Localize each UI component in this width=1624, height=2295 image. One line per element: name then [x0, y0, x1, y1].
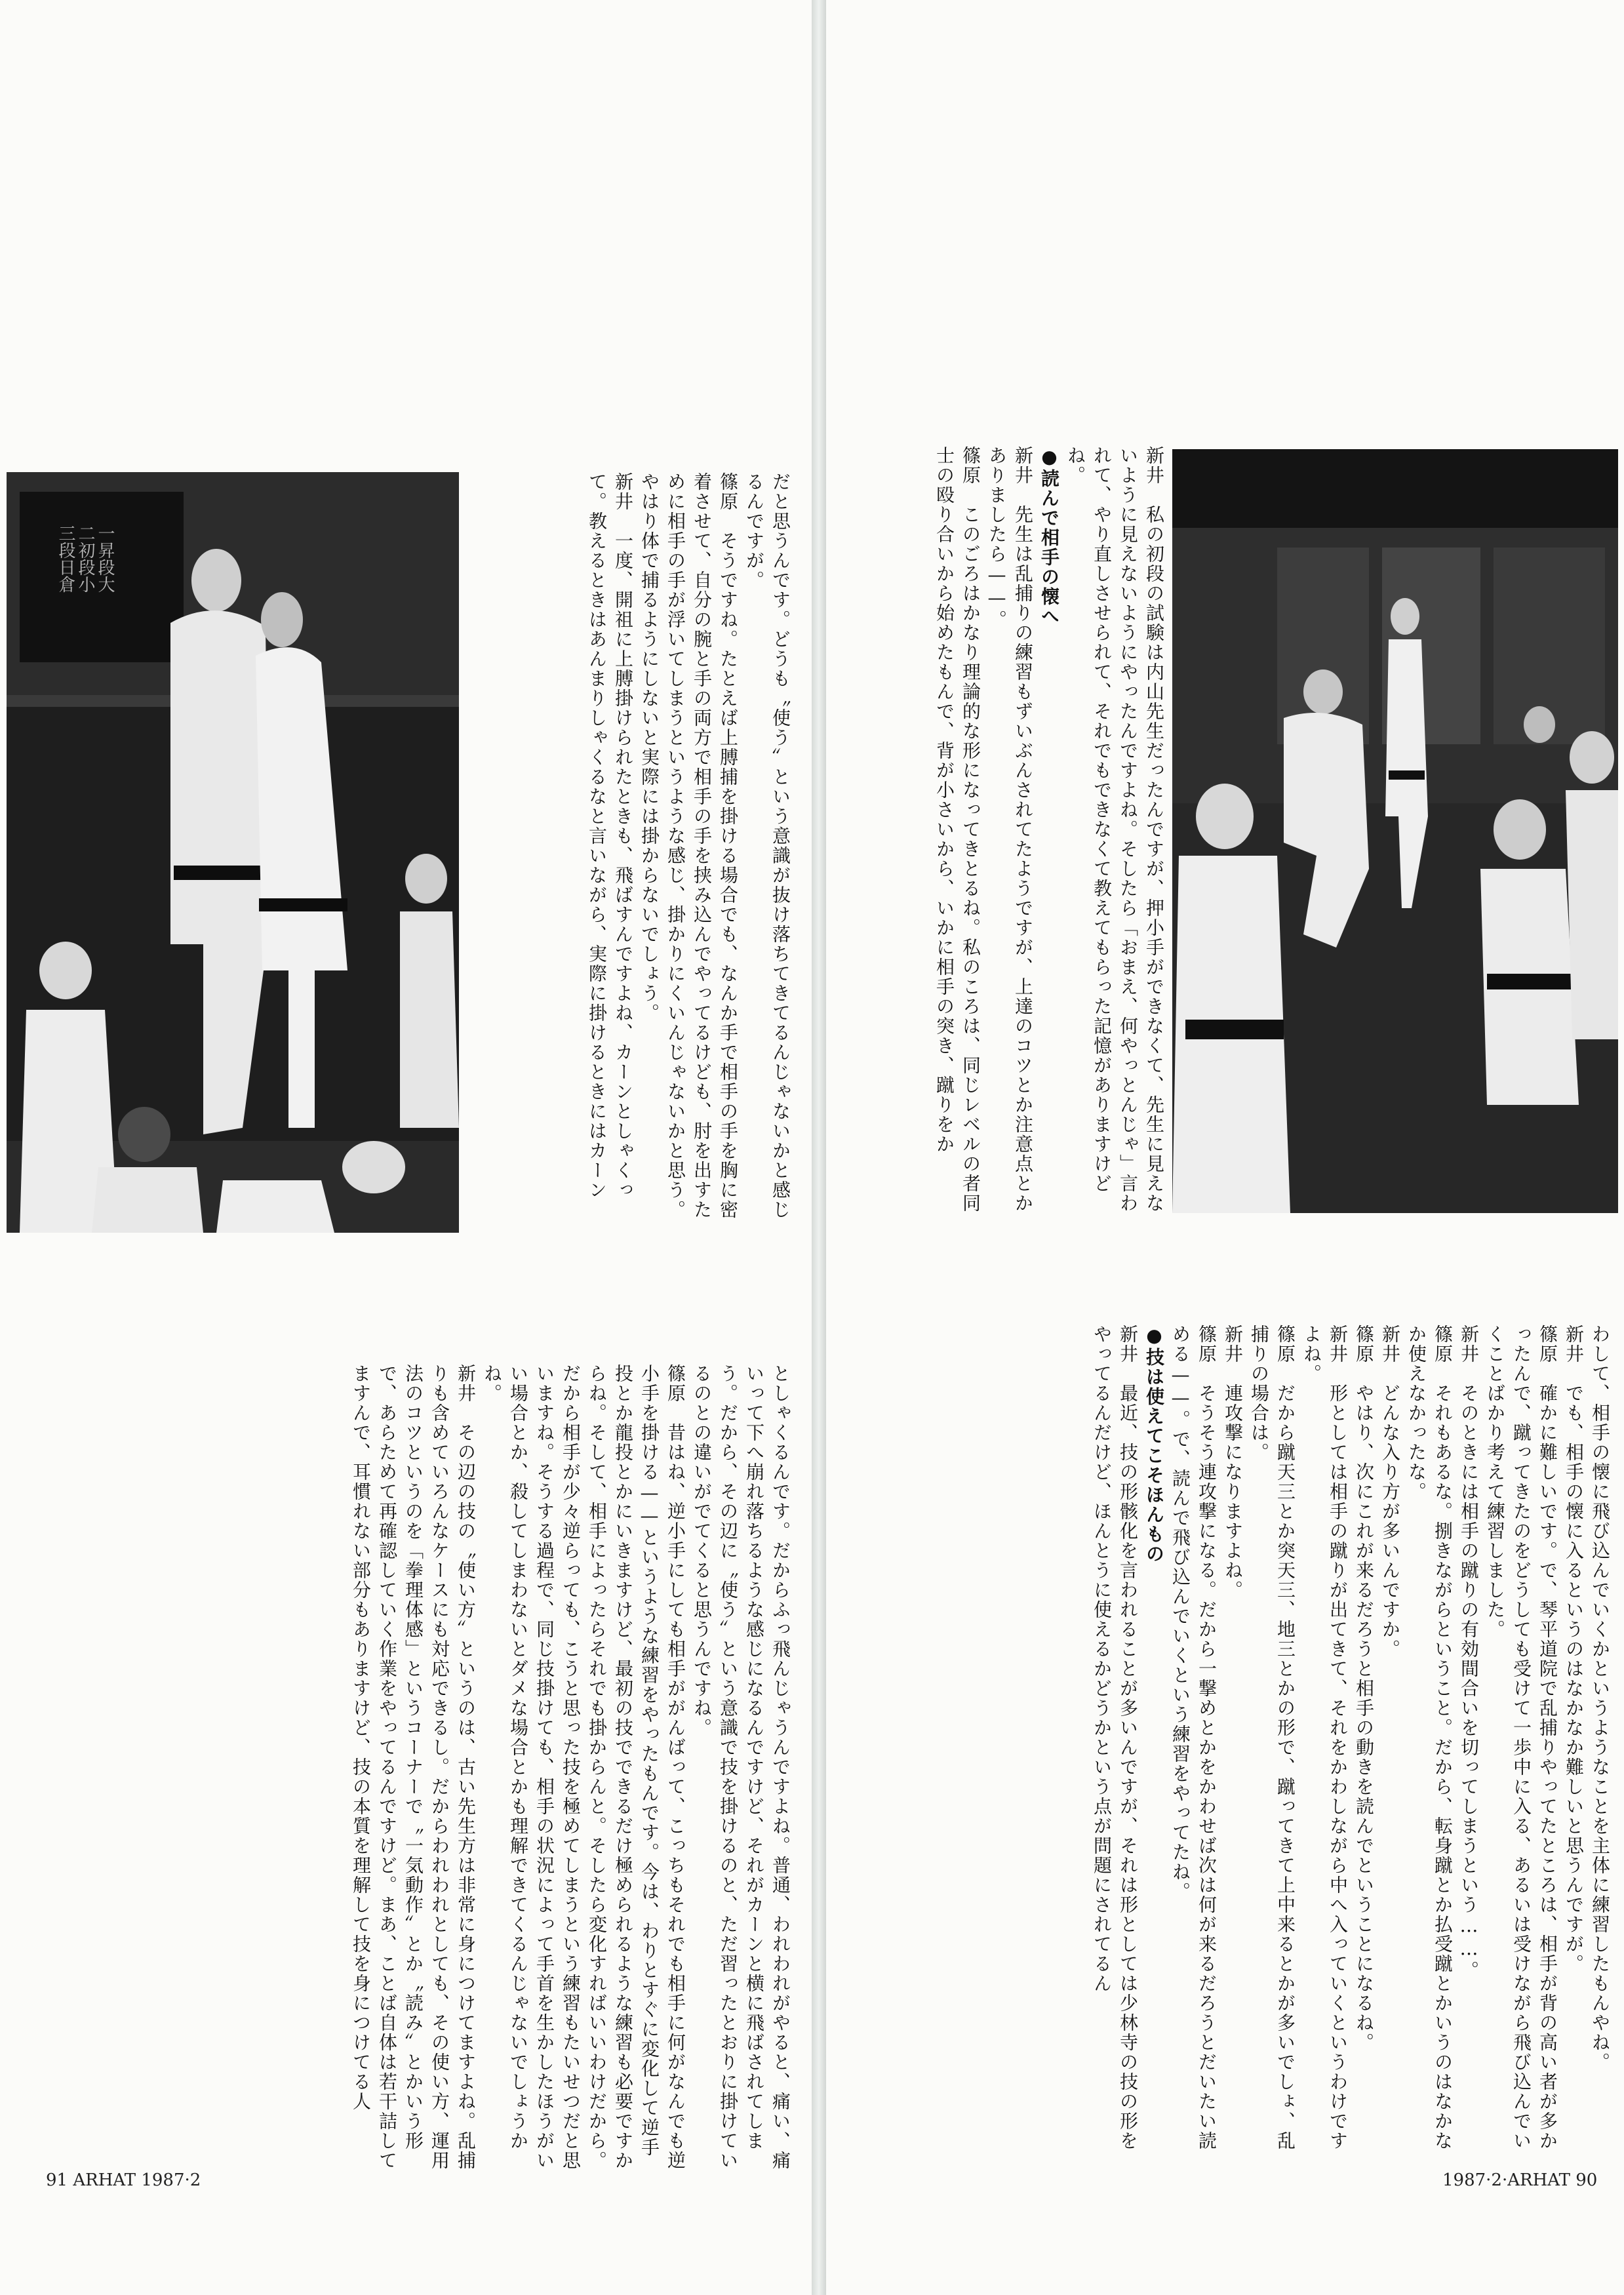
right-photo — [1172, 449, 1618, 1213]
left-lower-para-2: 篠原 昔はね、逆小手にしても相手ががんばって、こっちもそれでも相手に何がなんでも逆小手を掛ける——というような練習をやったもんです。今は、わりとすぐに変化して逆手投とか龍投とかにいきますけど、最初の技でできるだけ極められるような練習も必要ですからね。そして、相手によったらそれでも掛からんと。そしたら変化すればいいわけだから。だから相手が少々逆らっても、こうと思った技を極めてしまうという練習もたいせつだと思いますね。そうする過程で、同じ技掛けても、相手の状況によって手首を生かしたほうがいい場合とか、殺してしまわないとダメな場合とかも理解できてくるんじゃないでしょうかね。 — [481, 1364, 686, 2170]
right-lower-para-6: 新井 どんな入り方が多いんですか。 — [1379, 1325, 1401, 1659]
right-lower-para-7: 篠原 やはり、次にこれが来るだろうと相手の動きを読んでということになるね。 — [1353, 1325, 1375, 2052]
right-lower-para-12: 新井 最近、技の形骸化を言われることが多いんですが、それは形としては少林寺の技の形をやってるんだけど、ほんとうに使えるかどうかという点が問題にされてるん — [1091, 1325, 1139, 2151]
right-lower-para-2: 新井 でも、相手の懐に入るというのはなかなか難しいと思うんですが。 — [1563, 1325, 1585, 1974]
svg-text:三段日倉: 三段日倉 — [56, 525, 75, 593]
svg-text:一昇段大: 一昇段大 — [95, 525, 115, 593]
svg-text:二初段小: 二初段小 — [75, 525, 95, 593]
right-upper-para-1: 新井 私の初段の試験は内山先生だったんですが、押小手ができなくて、先生に見えないように見えないようにやったんですよね。そしたら「おまえ、何やっとんじゃ」言われて、やり直しさせられて、それでもできなくて教えてもらった記憶がありますけどね。 — [1065, 446, 1165, 1213]
right-lower-para-1: わして、相手の懐に飛び込んでいくかというようなことを主体に練習したもんやね。 — [1589, 1325, 1611, 2072]
left-lower-para-3: 新井 その辺の技の〝使い方〟というのは、古い先生方は非常に身につけてますよね。乱捕りも含めていろんなケースにも対応できるし。だからわれわれとしても、その使い方、運用法のコツというのを「拳理体感」というコーナーで〝一気動作〟とか〝読み〟とかいう形で、あらためて再確認していく作業をやってるんですけど。まあ、ことば自体は若干詰してますんで、耳慣れない部分もありますけど、技の本質を理解して技を身につけてる人 — [350, 1364, 477, 2170]
right-lower-para-9: 篠原 だから蹴天三とか突天三、地三とかの形で、蹴ってきて上中来るとかが多いでしょ、乱捕りの場合は。 — [1248, 1325, 1296, 2151]
right-upper-para-2: 新井 先生は乱捕りの練習もずいぶんされてたようですが、上達のコツとか注意点とかありましたら——。 — [986, 446, 1034, 1213]
right-lower-para-5: 篠原 それもあるな。捌きながらということ。だから、転身蹴とか払受蹴とかいうのはなかなか使えなかったな。 — [1406, 1325, 1454, 2151]
section-heading-2: ●技は使えてこそほんもの — [1143, 1325, 1165, 1564]
left-upper-text-column — [462, 472, 793, 1233]
right-lower-para-3: 篠原 確かに難しいです。で、琴平道院で乱捕りやってたところは、相手が背の高い者が多かったんで、蹴ってきたのをどうしても受けて一歩中に入る、あるいは受けながら飛び込んでいくことばかり考えて練習しました。 — [1484, 1325, 1558, 2151]
right-page — [826, 0, 1624, 2295]
right-upper-text-column — [852, 446, 1167, 1213]
left-upper-para-3: 新井 一度、開祖に上膊掛けられたときも、飛ばすんですよね、カーンとしゃくって。教えるときはあんまりしゃくるなと言いながら、実際に掛けるときにはカーン — [586, 472, 634, 1200]
left-lower-para-1: としゃくるんです。だからふっ飛んじゃうんですよね。普通、われわれがやると、痛い、痛いって下へ崩れ落ちるような感じになるんですけど、それがカーンと横に飛ばされてしまう。だから、その辺に〝使う〟という意識で技を掛けるのと、ただ習ったとおりに掛けているのとの違いがでてくると思うんですね。 — [691, 1364, 791, 2170]
right-lower-text-column — [852, 1325, 1613, 2157]
left-upper-para-1: だと思うんです。どうも〝使う〟という意識が抜け落ちてきてるんじゃないかと感じるんですが。 — [743, 472, 791, 1220]
left-photo — [7, 472, 459, 1233]
right-upper-para-3: 篠原 このごろはかなり理論的な形になってきとるね。私のころは、同じレベルの者同士の殴り合いから始めたもんで、背が小さいから、いかに相手の突き、蹴りをか — [934, 446, 981, 1213]
section-heading-1: ●読んで相手の懐へ — [1039, 446, 1060, 626]
right-folio: 1987·2·ARHAT 90 — [1442, 2170, 1598, 2190]
right-lower-para-11: 篠原 そうそう連攻撃になる。だから一撃めとかをかわせば次は何が来るだろうとだいたい読める——。で、読んで飛び込んでいくという練習をやってたね。 — [1170, 1325, 1218, 2151]
right-lower-para-8: 新井 形としては相手の蹴りが出てきて、それをかわしながら中へ入っていくというわけですよね。 — [1301, 1325, 1349, 2151]
right-lower-para-4: 新井 そのときには相手の蹴りの有効間合いを切ってしまうという……。 — [1458, 1325, 1480, 1980]
left-upper-para-2: 篠原 そうですね。たとえば上膊捕を掛ける場合でも、なんか手で相手の手を胸に密着させて、自分の腕と手の両方で相手の手を挟み込んでやってるけども、肘を出すために相手の手が浮いてしまうというような感じ、掛かりにくいんじゃないかと思う。やはり体で捕るようにしないと実際には掛からないでしょう。 — [639, 472, 739, 1220]
left-folio: 91 ARHAT 1987·2 — [46, 2170, 201, 2190]
right-lower-para-10: 新井 連攻撃になりますよね。 — [1222, 1325, 1244, 1600]
left-lower-text-column — [33, 1364, 793, 2170]
page-gutter — [812, 0, 826, 2295]
